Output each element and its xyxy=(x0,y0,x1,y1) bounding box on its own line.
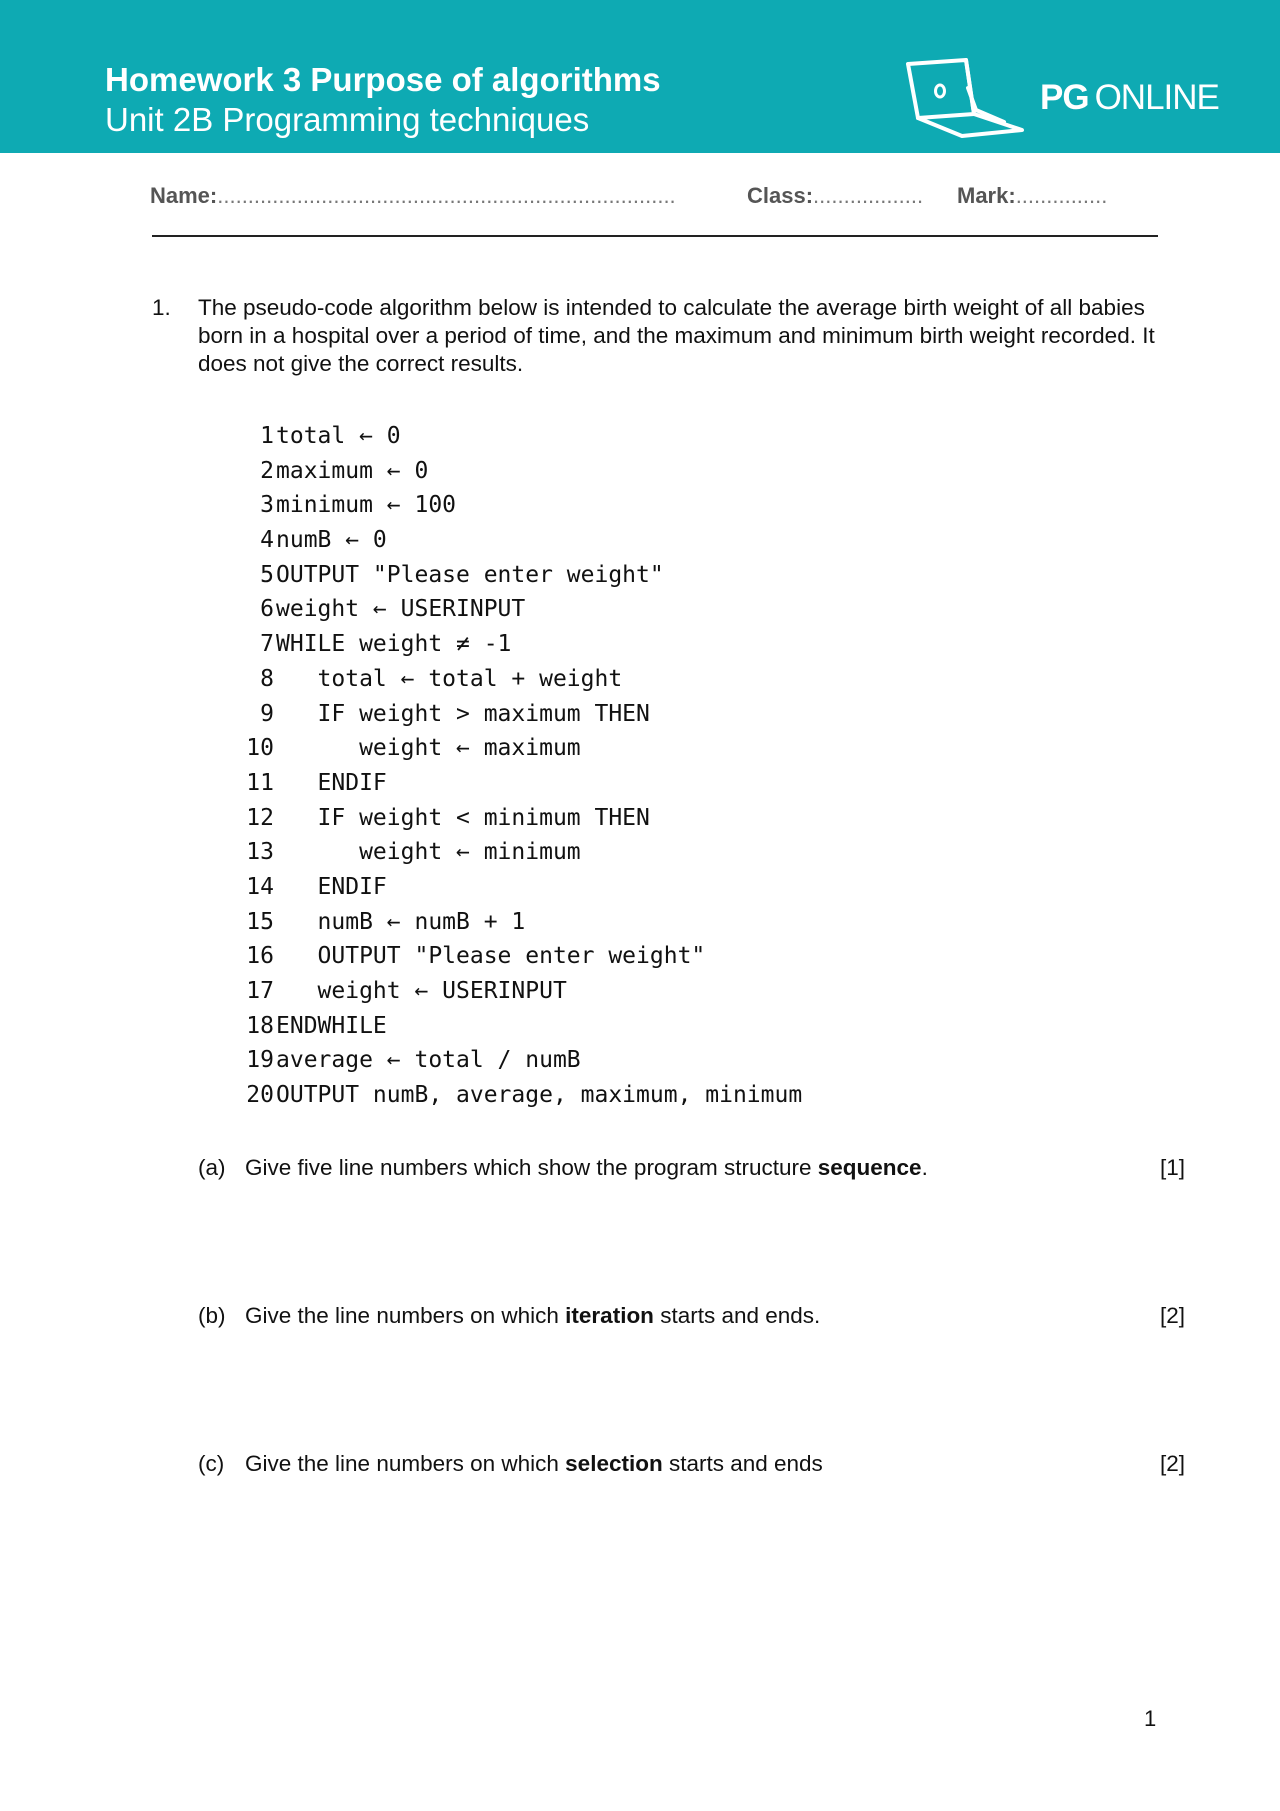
part-c-keyword: selection xyxy=(565,1451,663,1476)
line-number: 20 xyxy=(246,1082,274,1109)
code-line xyxy=(222,697,650,732)
page-number: 1 xyxy=(1144,1706,1157,1731)
part-a xyxy=(198,1154,928,1182)
code-line xyxy=(222,905,526,940)
header-divider xyxy=(152,235,1158,237)
code-line xyxy=(222,870,387,905)
question-text: The pseudo-code algorithm below is intended to calculate the average birth weight of all babies born in a hospital over a period of time, and the maximum and minimum birth weight recorded. It does not give the correct results. xyxy=(198,295,1155,376)
code-text: OUTPUT "Please enter weight" xyxy=(276,943,706,970)
class-dots: .................. xyxy=(813,183,924,208)
code-text: ENDIF xyxy=(276,769,387,796)
code-text: numB ← 0 xyxy=(276,527,387,554)
brand-logo xyxy=(1040,78,1219,118)
code-line xyxy=(222,662,623,697)
part-a-text-post: . xyxy=(921,1155,928,1180)
part-b-text-post: starts and ends. xyxy=(653,1303,821,1328)
line-number: 6 xyxy=(260,596,274,623)
line-number: 16 xyxy=(246,943,274,970)
code-line xyxy=(222,1078,803,1113)
pseudo-code-block xyxy=(222,419,803,1113)
line-number: 8 xyxy=(260,665,274,692)
line-number: 15 xyxy=(246,908,274,935)
class-label: Class: xyxy=(747,183,814,208)
code-text: IF weight < minimum THEN xyxy=(276,804,650,831)
code-text: total ← total + weight xyxy=(276,665,623,692)
code-line xyxy=(222,974,567,1009)
header-banner xyxy=(0,0,1280,153)
name-field[interactable] xyxy=(150,183,676,209)
code-line xyxy=(222,731,581,766)
part-a-text-pre: Give five line numbers which show the program structure xyxy=(245,1155,818,1180)
line-number: 9 xyxy=(260,700,274,727)
code-text: weight ← USERINPUT xyxy=(276,978,567,1004)
code-line xyxy=(222,523,387,558)
line-number: 4 xyxy=(260,527,274,554)
line-number: 11 xyxy=(246,769,274,796)
question-number: 1. xyxy=(152,295,171,320)
part-c-mark: [2] xyxy=(1160,1451,1186,1476)
code-line xyxy=(222,558,664,593)
worksheet-subtitle: Unit 2B Programming techniques xyxy=(105,101,590,138)
mark-field[interactable] xyxy=(957,183,1107,209)
code-line xyxy=(222,419,401,454)
code-text: WHILE weight ≠ -1 xyxy=(276,631,512,658)
class-field[interactable] xyxy=(747,183,923,209)
line-number: 19 xyxy=(246,1047,274,1074)
part-b-keyword: iteration xyxy=(565,1303,654,1328)
brand-logo-text: ONLINE xyxy=(1094,78,1219,117)
code-text: ENDIF xyxy=(276,873,387,900)
line-number: 13 xyxy=(246,839,274,866)
code-text: maximum ← 0 xyxy=(276,457,429,484)
part-b-label: (b) xyxy=(198,1303,226,1328)
code-line xyxy=(222,454,429,489)
student-fields xyxy=(150,183,1160,213)
mark-dots: ............... xyxy=(1015,183,1108,208)
part-c-text-pre: Give the line numbers on which xyxy=(245,1451,566,1476)
code-text: minimum ← 100 xyxy=(276,492,457,519)
part-a-keyword: sequence xyxy=(817,1155,922,1180)
part-c xyxy=(198,1450,823,1478)
code-line xyxy=(222,801,650,836)
code-line xyxy=(222,592,526,627)
name-dots: ........................................................................... xyxy=(217,183,676,208)
line-number: 10 xyxy=(246,735,274,762)
code-text: total ← 0 xyxy=(276,423,401,449)
code-text: weight ← maximum xyxy=(276,735,581,762)
code-text: OUTPUT "Please enter weight" xyxy=(276,561,664,588)
code-text: weight ← USERINPUT xyxy=(276,596,526,623)
part-a-label: (a) xyxy=(198,1155,226,1180)
part-b-text-pre: Give the line numbers on which xyxy=(245,1303,566,1328)
code-text: weight ← minimum xyxy=(276,839,581,866)
line-number: 2 xyxy=(260,457,274,484)
line-number: 3 xyxy=(260,492,274,519)
line-number: 7 xyxy=(260,631,274,658)
code-line xyxy=(222,627,512,662)
part-b xyxy=(198,1302,820,1330)
code-line xyxy=(222,1009,387,1044)
line-number: 5 xyxy=(260,561,274,588)
brand-logo-bold: PG xyxy=(1040,78,1089,117)
part-b-mark: [2] xyxy=(1160,1303,1186,1328)
worksheet-title: Homework 3 Purpose of algorithms xyxy=(105,61,661,98)
laptop-logo-icon xyxy=(904,58,1026,140)
code-text: average ← total / numB xyxy=(276,1047,581,1074)
part-c-label: (c) xyxy=(198,1451,225,1476)
line-number: 12 xyxy=(246,804,274,831)
code-line xyxy=(222,488,457,523)
line-number: 18 xyxy=(246,1012,274,1039)
part-a-mark: [1] xyxy=(1160,1155,1186,1180)
line-number: 17 xyxy=(246,978,274,1004)
code-line xyxy=(222,766,387,801)
code-line xyxy=(222,835,581,870)
code-text: IF weight > maximum THEN xyxy=(276,700,650,727)
part-c-text-post: starts and ends xyxy=(662,1451,823,1476)
code-text: numB ← numB + 1 xyxy=(276,908,526,935)
line-number: 1 xyxy=(260,423,274,449)
name-label: Name: xyxy=(150,183,218,208)
code-line xyxy=(222,939,706,974)
code-text: ENDWHILE xyxy=(276,1012,387,1039)
code-line xyxy=(222,1043,581,1078)
line-number: 14 xyxy=(246,873,274,900)
mark-label: Mark: xyxy=(957,183,1016,208)
code-text: OUTPUT numB, average, maximum, minimum xyxy=(276,1082,803,1109)
